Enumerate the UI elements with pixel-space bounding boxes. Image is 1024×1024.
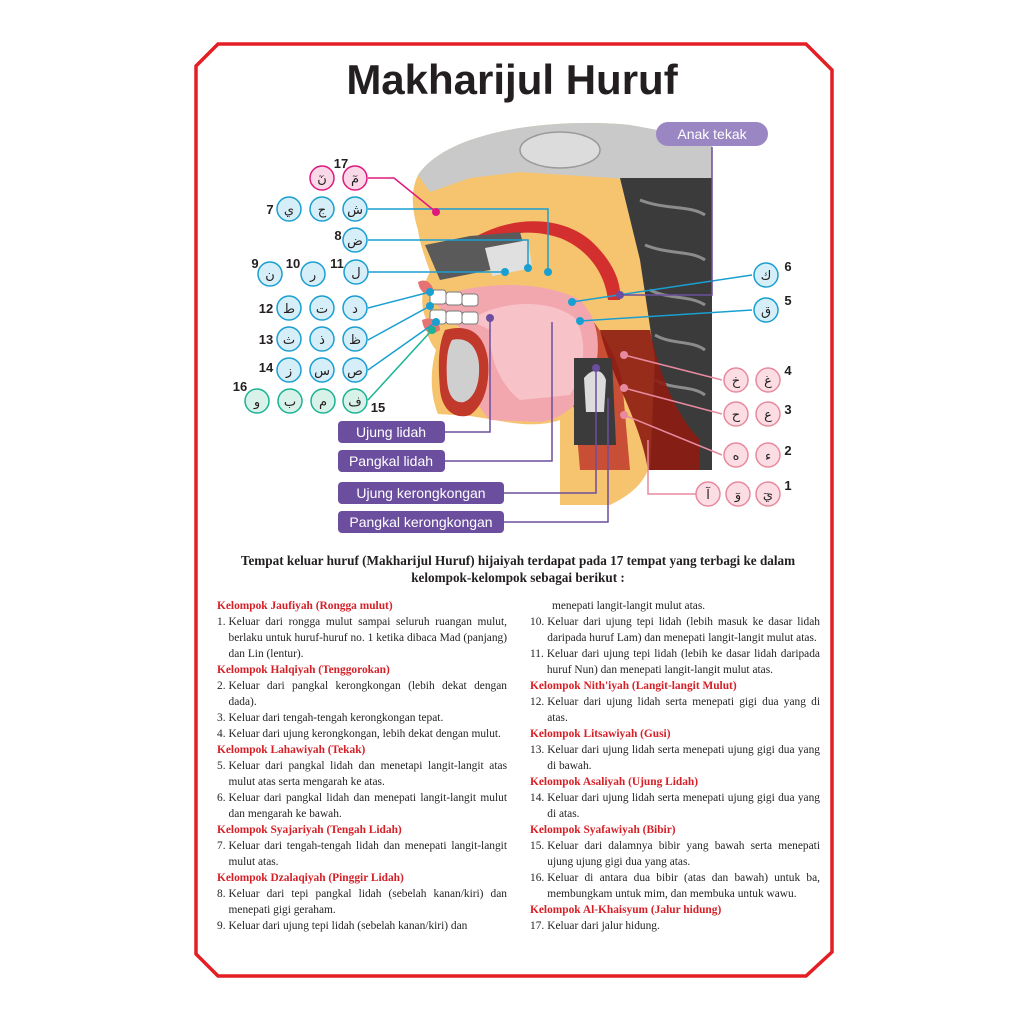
group-num-10: 10 xyxy=(285,256,301,271)
item-text: Keluar dari ujung lidah serta menepati ujung gigi dua yang di atas. xyxy=(547,792,820,820)
letter-4-2: خ xyxy=(731,374,741,389)
letter-12-3: ط xyxy=(282,302,296,317)
intro-text: Tempat keluar huruf (Makharijul Huruf) hijaiyah terdapat pada 17 tempat yang terbagi ke dalam kelompok-kelompok sebagai berikut : xyxy=(240,553,796,585)
item-number: 12. xyxy=(530,696,545,708)
letter-16-2: ب xyxy=(283,395,297,410)
letter-2-1: ء xyxy=(764,449,772,464)
left-column xyxy=(217,598,507,934)
item-number: 14. xyxy=(530,792,545,804)
item-text: Keluar dari pangkal lidah dan menepati langit-langit mulut dan mengarah ke bawah. xyxy=(228,792,507,820)
item-text: Keluar dari ujung tepi lidah (sebelah kanan/kiri) dan xyxy=(228,920,468,932)
item-number: 10. xyxy=(530,616,545,628)
letter-group-14 xyxy=(259,358,367,382)
item-text: Keluar dari rongga mulut sampai seluruh ruangan mulut, berlaku untuk huruf-huruf no. 1 ketika dibaca Mad (panjang) dan Lin (lentur). xyxy=(228,616,507,660)
list-item xyxy=(530,870,820,902)
list-item xyxy=(530,918,820,934)
letter-2-2: ه xyxy=(732,449,740,464)
letter-7-3: ي xyxy=(283,203,295,218)
item-text: Keluar dari dalamnya bibir yang bawah serta menepati ujung ujung gigi dua yang atas. xyxy=(547,840,820,868)
group-num-15: 15 xyxy=(370,400,386,415)
group-num-14: 14 xyxy=(258,360,274,375)
group-heading: Kelompok Syafawiyah (Bibir) xyxy=(530,824,676,836)
group-heading: Kelompok Halqiyah (Tenggorokan) xyxy=(217,664,390,676)
item-number: 16. xyxy=(530,872,545,884)
item-number: 9. xyxy=(217,920,226,932)
letter-1-3: آ xyxy=(706,488,710,503)
item-number: 8. xyxy=(217,888,226,900)
label-ujung-lidah-text: Ujung lidah xyxy=(355,424,427,440)
group-heading: Kelompok Syajariyah (Tengah Lidah) xyxy=(217,824,402,836)
item-text: Keluar dari pangkal lidah dan menetapi langit-langit atas mulut atas serta mengarah ke atas. xyxy=(228,760,507,788)
item-number: 3. xyxy=(217,712,226,724)
letter-16-3: و xyxy=(253,395,261,410)
letter-7-1: ش xyxy=(347,203,363,218)
item-number: 6. xyxy=(217,792,226,804)
letter-3-2: ح xyxy=(731,408,741,423)
letter-group-8 xyxy=(334,228,367,252)
letter-12-1: د xyxy=(352,302,358,317)
item-text: Keluar dari ujung lidah serta menepati gigi dua yang di atas. xyxy=(547,696,820,724)
list-item xyxy=(217,758,507,790)
item-number: 15. xyxy=(530,840,545,852)
letter-14-2: س xyxy=(314,364,330,379)
group-num-8: 8 xyxy=(334,228,342,243)
item-number: 13. xyxy=(530,744,545,756)
item-text: Keluar dari tengah-tengah lidah dan menepati langit-langit mulut atas. xyxy=(228,840,507,868)
group-heading: Kelompok Asaliyah (Ujung Lidah) xyxy=(530,776,699,788)
letter-10-1: ر xyxy=(309,268,317,283)
item-number: 1. xyxy=(217,616,226,628)
letter-12-2: ت xyxy=(315,302,329,317)
letter-group-17 xyxy=(310,156,367,190)
item-text: Keluar dari ujung lidah serta menepati ujung gigi dua yang di bawah. xyxy=(547,744,820,772)
group-heading: Kelompok Nith'iyah (Langit-langit Mulut) xyxy=(530,680,737,692)
item-number: 4. xyxy=(217,728,226,740)
letter-group-12 xyxy=(259,296,367,320)
letter-group-6 xyxy=(754,259,792,287)
group-heading: Kelompok Lahawiyah (Tekak) xyxy=(217,744,366,756)
item-number: 11. xyxy=(530,648,544,660)
letter-group-10 xyxy=(286,256,325,286)
item-text: Keluar dari ujung tepi lidah (lebih masuk ke dasar lidah daripada huruf Lam) dan menepati langit-langit mulut atas. xyxy=(547,616,820,644)
list-item xyxy=(530,838,820,870)
letter-7-2: ج xyxy=(317,203,327,218)
list-item xyxy=(530,790,820,822)
group-heading: Kelompok Litsawiyah (Gusi) xyxy=(530,728,671,740)
label-anak-tekak-text: Anak tekak xyxy=(677,126,747,142)
list-item-continuation: menepati langit-langit mulut atas. xyxy=(552,600,706,612)
list-item xyxy=(217,918,507,934)
letter-3-1: ع xyxy=(764,408,772,423)
right-column xyxy=(530,598,820,934)
letter-5-1: ق xyxy=(760,304,772,319)
item-text: Keluar dari jalur hidung. xyxy=(547,920,660,932)
letter-16-1: م xyxy=(318,395,328,410)
letter-group-4 xyxy=(724,363,792,392)
group-num-9: 9 xyxy=(251,256,259,271)
group-heading: Kelompok Jaufiyah (Rongga mulut) xyxy=(217,600,393,612)
letter-group-15 xyxy=(343,389,385,415)
label-pangkal-lidah-text: Pangkal lidah xyxy=(348,453,434,469)
letter-6-1: ك xyxy=(760,269,772,284)
letter-14-3: ز xyxy=(285,364,293,379)
group-num-3: 3 xyxy=(784,402,792,417)
letter-11-1: ل xyxy=(351,266,361,281)
group-num-16: 16 xyxy=(232,379,248,394)
letter-15-1: ف xyxy=(348,395,362,410)
letter-group-2 xyxy=(724,443,792,467)
letter-14-1: ص xyxy=(347,364,363,379)
group-num-4: 4 xyxy=(784,363,792,378)
group-num-2: 2 xyxy=(784,443,792,458)
letter-4-1: غ xyxy=(764,374,772,389)
group-num-17: 17 xyxy=(333,156,349,171)
sinus-shape xyxy=(520,132,600,168)
group-num-12: 12 xyxy=(258,301,274,316)
list-item xyxy=(217,790,507,822)
letter-group-9 xyxy=(251,256,282,286)
list-item xyxy=(217,678,507,710)
item-text: Keluar dari tepi pangkal lidah (sebelah kanan/kiri) dan menepati gigi geraham. xyxy=(228,888,507,916)
letter-8-1: ض xyxy=(347,234,363,249)
letter-13-1: ظ xyxy=(348,333,362,348)
item-text: Keluar di antara dua bibir (atas dan bawah) untuk ba, membungkam untuk mim, dan membuka untuk wawu. xyxy=(547,872,820,900)
item-number: 17. xyxy=(530,920,545,932)
item-number: 5. xyxy=(217,760,226,772)
list-item xyxy=(217,726,507,742)
group-num-6: 6 xyxy=(784,259,792,274)
item-text: Keluar dari ujung tepi lidah (lebih ke dasar lidah daripada huruf Nun) dan menepati langit-langit mulut atas. xyxy=(546,648,820,676)
letter-group-3 xyxy=(724,402,792,426)
group-num-1: 1 xyxy=(784,478,792,493)
letter-9-1: ن xyxy=(265,268,275,283)
group-num-11: 11 xyxy=(330,256,344,271)
list-item xyxy=(217,710,507,726)
item-text: Keluar dari tengah-tengah kerongkongan tepat. xyxy=(228,712,444,724)
item-text: Keluar dari pangkal kerongkongan (lebih dekat dengan dada). xyxy=(228,680,507,708)
letter-group-7 xyxy=(266,197,367,221)
letter-17-2: نٓ xyxy=(317,172,327,187)
list-item xyxy=(530,646,820,678)
vocal-cords xyxy=(584,371,606,412)
group-num-13: 13 xyxy=(258,332,274,347)
list-item xyxy=(217,614,507,662)
label-pangkal-kerongkongan-text: Pangkal kerongkongan xyxy=(349,514,493,530)
letter-group-13 xyxy=(259,327,367,351)
letter-group-16 xyxy=(233,379,335,413)
list-item xyxy=(217,838,507,870)
item-text: Keluar dari ujung kerongkongan, lebih dekat dengan mulut. xyxy=(228,728,501,740)
letter-17-1: مٓ xyxy=(350,172,360,187)
list-item xyxy=(530,614,820,646)
letter-1-2: وٓ xyxy=(734,488,742,503)
group-num-7: 7 xyxy=(266,202,274,217)
group-num-5: 5 xyxy=(784,293,792,308)
letter-13-3: ث xyxy=(282,333,296,348)
list-item xyxy=(530,742,820,774)
item-number: 7. xyxy=(217,840,226,852)
letter-13-2: ذ xyxy=(319,333,325,348)
letter-group-11 xyxy=(330,256,368,284)
page-title: Makharijul Huruf xyxy=(346,56,678,103)
list-item xyxy=(217,886,507,918)
letter-group-1 xyxy=(696,478,792,506)
list-item xyxy=(530,694,820,726)
item-number: 2. xyxy=(217,680,226,692)
group-heading: Kelompok Al-Khaisyum (Jalur hidung) xyxy=(530,904,722,916)
group-heading: Kelompok Dzalaqiyah (Pinggir Lidah) xyxy=(217,872,404,884)
label-ujung-kerongkongan-text: Ujung kerongkongan xyxy=(356,485,486,501)
letter-1-1: يٓ xyxy=(762,488,774,503)
letter-group-5 xyxy=(754,293,792,322)
